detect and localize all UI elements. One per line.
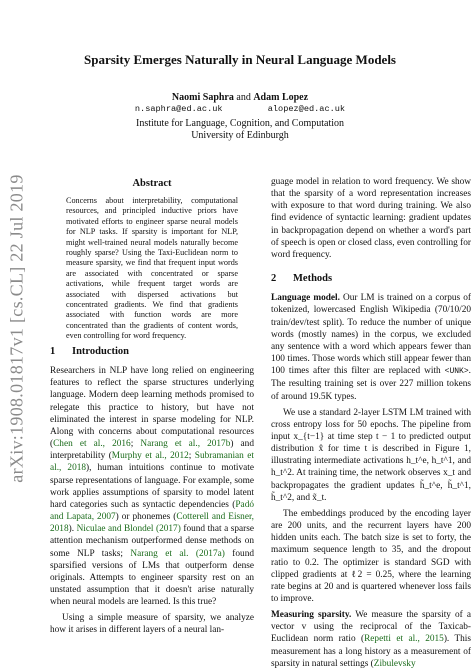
citation-link[interactable]: Murphy et al., 2012 [111, 451, 189, 462]
citation-link[interactable]: Narang et al. (2017a) [130, 548, 225, 559]
intro-text: ), human intuitions continue to motivate sparse representations of language. For example, some work applies assumptions of sparsity to model latent hard categories such as syntactic dependencies ( [50, 463, 255, 510]
lm-text: . The resulting training set is over 227 million tokens of around 19.5K types. [271, 366, 471, 402]
intro-heading [50, 346, 254, 358]
right-continuation: guage model in relation to word frequency. We show that the sparsity of a word representation increases with exposure to that word during training. We also find evidence of syntactic learning: gradient updates in backpropagation depend on whether a word's part of speech is open or closed class, even controlling for word frequency. [271, 177, 471, 260]
citation-link[interactable]: Zibulevsky [373, 658, 416, 669]
citation-link[interactable]: Subramanian et al., 2018 [50, 451, 254, 474]
intro-text: Researchers in NLP have long relied on engineering features to reflect the sparse structures underlying language. Modern deep learning methods promised to relegate this practice to history, but have not eliminated the interest in sparse modeling for NLP. Along with concerns about computational resources ( [50, 366, 254, 450]
affiliation-line-1: Institute for Language, Cognition, and Computation [135, 118, 345, 129]
paper-title: Sparsity Emerges Naturally in Neural Language Models [84, 52, 396, 67]
right-column [271, 176, 471, 670]
citation-link[interactable]: Niculae and Blondel (2017) [76, 524, 181, 535]
lstm-paragraph: We use a standard 2-layer LSTM LM trained with cross entropy loss for 50 epochs. The pipeline from input x_{t−1} at time step t − 1 to predicted output distribution x̂ for time t is described in Figure 1, illustrating intermediate activations h_t^e, h_t^1, and h_t^2. At training time, the network observes x_t and backpropagates the gradient updates h̃_t^e, h̃_t^1, h̃_t^2, and x̃_t. [271, 407, 471, 503]
email-1: n.saphra@ed.ac.uk [134, 104, 223, 114]
sparsity-text: ). This measurement has a long history as a measurement of sparsity in natural settings ( [271, 634, 471, 669]
author-1: Naomi Saphra [171, 92, 234, 103]
intro-text: ) or phonemes ( [115, 512, 177, 523]
abstract-heading: Abstract [132, 178, 172, 189]
sparsity-text: We measure the sparsity of a vector v using the reciprocal of the Taxicab-Euclidean norm ratio ( [271, 610, 472, 645]
lm-runin: Language model. [271, 293, 340, 304]
intro-text: ). [68, 524, 77, 535]
citation-link[interactable]: Narang et al., 2017b [140, 439, 231, 450]
methods-number: 2 [271, 273, 277, 285]
intro-text: found sparsified versions of LMs that outperform dense originals. Attempts to engineer sparsity rest on an unstated assumption that it doesn't arise naturally when neural models are learned. Is this true? [50, 548, 254, 608]
intro-text: ; [130, 439, 141, 450]
intro-text: found that a sparse attention mechanism outperformed dense methods on some NLP tasks; [50, 524, 254, 559]
citation-link[interactable]: Padó and Lapata, 2007 [50, 499, 254, 523]
citation-link[interactable]: Cotterell and Eisner, 2018 [50, 512, 255, 535]
hyperparam-paragraph: The embeddings produced by the encoding layer are 200 units, and the recurrent layers have 200 hidden units each. The batch size is set to forty, the maximum sequence length to 35, and the dropout ratio to 0.2. The optimizer is standard SGD with clipped gradients at ℓ2 = 0.25, where the learning rate begins at 20 and is quartered whenever loss fails to improve. [271, 508, 471, 604]
sparsity-paragraph [271, 609, 471, 670]
intro-text: ; [188, 451, 195, 462]
intro-title: Introduction [72, 346, 129, 357]
author-line [60, 92, 420, 103]
abstract-body: Concerns about interpretability, computational resources, and principled inductive priors have motivated efforts to engineer sparse neural models for NLP tasks. If sparsity is important for NLP, might well-trained neural models naturally become roughly sparse? Using the Taxi-Euclidean norm to measure sparsity, we find that frequent input words are associated with concentrated or sparse activations, while frequent target words are associated with dispersed activations but concentrated gradients. We find that gradients associated with function words are more concentrated than the gradients of content words, even controlling for word frequency. [66, 196, 238, 341]
intro-section [50, 346, 254, 637]
citation-link[interactable]: Chen et al., 2016 [53, 439, 131, 450]
arxiv-stamp [2, 118, 32, 538]
lm-paragraph [271, 292, 471, 402]
intro-text: ) and interpretability ( [50, 439, 254, 462]
intro-paragraph-1 [50, 365, 254, 608]
email-2: alopez@ed.ac.uk [267, 104, 346, 114]
citation-link[interactable]: Repetti et al., 2015 [364, 634, 444, 645]
intro-paragraph-2: Using a simple measure of sparsity, we analyze how it arises in different layers of a neural lan- [50, 613, 254, 636]
author-2: Adam Lopez [253, 92, 309, 103]
affiliation-line-2: University of Edinburgh [191, 130, 289, 141]
sparsity-runin: Measuring sparsity. [271, 610, 352, 621]
author-conjunction: and [236, 92, 251, 103]
intro-number: 1 [50, 346, 56, 357]
arxiv-stamp-text: arXiv:1908.01817v1 [cs.CL] 22 Jul 2019 [6, 173, 27, 483]
lm-text: Our LM is trained on a corpus of tokenized, lowercased English Wikipedia (70/10/20 train/dev/test split). To reduce the number of unique words (mostly names) in the corpus, we excluded any sentence with a word which appears fewer than 100 times. Those words which still appear fewer than 100 times after this filter are replaced with [271, 293, 472, 377]
unk-token: <UNK> [444, 367, 469, 377]
email-line [60, 104, 420, 114]
methods-heading [271, 273, 471, 285]
methods-title: Methods [293, 273, 333, 285]
